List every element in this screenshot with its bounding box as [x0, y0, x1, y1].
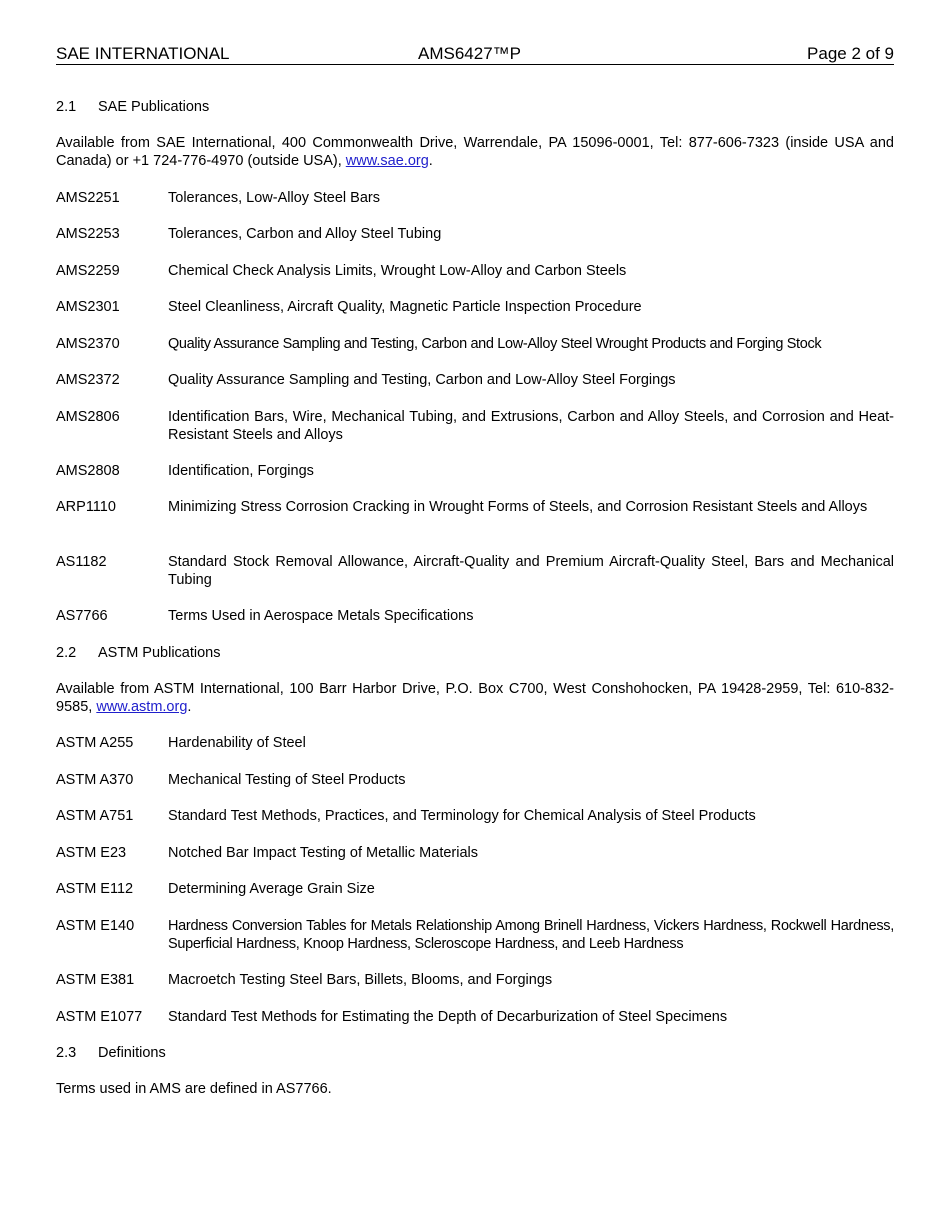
- reference-title: Tolerances, Carbon and Alloy Steel Tubing: [168, 226, 442, 242]
- reference-title: Standard Stock Removal Allowance, Aircraft-Quality and Premium Aircraft-Quality Steel, Bars and Mechanical Tubing: [168, 554, 894, 588]
- reference-title: Identification, Forgings: [168, 463, 314, 479]
- section-number: 2.3: [56, 1045, 77, 1061]
- section-heading-sae: [56, 98, 894, 116]
- reference-item: [56, 298, 894, 316]
- reference-title: Quality Assurance Sampling and Testing, Carbon and Low-Alloy Steel Forgings: [168, 372, 676, 388]
- reference-title: Chemical Check Analysis Limits, Wrought Low-Alloy and Carbon Steels: [168, 263, 627, 279]
- reference-code: ASTM E140: [56, 918, 135, 934]
- section-number: 2.2: [56, 645, 77, 661]
- header-document-number: AMS6427™P: [418, 44, 521, 63]
- astm-availability-text: Available from ASTM International, 100 Barr Harbor Drive, P.O. Box C700, West Conshohocken, PA 19428-2959, Tel: 610-832-9585,: [56, 681, 894, 715]
- reference-item: [56, 262, 894, 280]
- reference-title: Tolerances, Low-Alloy Steel Bars: [168, 190, 380, 206]
- reference-code: AMS2808: [56, 463, 120, 479]
- reference-title: Minimizing Stress Corrosion Cracking in Wrought Forms of Steels, and Corrosion Resistant Steels and Alloys: [168, 499, 868, 515]
- reference-title: Steel Cleanliness, Aircraft Quality, Magnetic Particle Inspection Procedure: [168, 299, 642, 315]
- reference-item: [56, 917, 894, 953]
- reference-item: [56, 371, 894, 389]
- reference-code: AMS2372: [56, 372, 120, 388]
- reference-code: AMS2806: [56, 409, 120, 425]
- reference-title: Hardness Conversion Tables for Metals Relationship Among Brinell Hardness, Vickers Hardness, Rockwell Hardness, Superficial Hardness, Knoop Hardness, Scleroscope Hardness, and Leeb Hardness: [168, 918, 894, 952]
- reference-item: [56, 408, 894, 444]
- page-header: [56, 44, 894, 65]
- reference-code: AMS2251: [56, 190, 120, 206]
- astm-availability-end: .: [187, 699, 192, 715]
- reference-code: AS7766: [56, 608, 108, 624]
- sae-website-link[interactable]: www.sae.org: [345, 153, 429, 169]
- reference-code: ASTM A751: [56, 808, 134, 824]
- reference-title: Determining Average Grain Size: [168, 881, 375, 897]
- astm-availability-paragraph: [56, 680, 894, 716]
- reference-item: [56, 498, 894, 516]
- reference-code: ASTM E381: [56, 972, 135, 988]
- reference-item: [56, 607, 894, 625]
- definitions-paragraph: Terms used in AMS are defined in AS7766.: [56, 1081, 332, 1097]
- reference-title: Identification Bars, Wire, Mechanical Tubing, and Extrusions, Carbon and Alloy Steels, and Corrosion and Heat-Resistant Steels and Alloys: [168, 409, 894, 443]
- reference-title: Quality Assurance Sampling and Testing, Carbon and Low-Alloy Steel Wrought Products and Forging Stock: [168, 336, 822, 352]
- reference-code: ASTM E112: [56, 881, 134, 897]
- reference-code: ARP1110: [56, 499, 116, 515]
- reference-item: [56, 807, 894, 825]
- reference-item: [56, 189, 894, 207]
- reference-code: ASTM E1077: [56, 1009, 143, 1025]
- reference-item: [56, 734, 894, 752]
- reference-title: Notched Bar Impact Testing of Metallic Materials: [168, 845, 479, 861]
- reference-item: [56, 1008, 894, 1026]
- section-title: Definitions: [98, 1045, 166, 1061]
- reference-item: [56, 335, 894, 353]
- section-title: SAE Publications: [98, 99, 210, 115]
- reference-item: [56, 553, 894, 589]
- astm-website-link[interactable]: www.astm.org: [96, 699, 188, 715]
- reference-title: Macroetch Testing Steel Bars, Billets, Blooms, and Forgings: [168, 972, 553, 988]
- reference-item: [56, 971, 894, 989]
- reference-item: [56, 771, 894, 789]
- reference-item: [56, 880, 894, 898]
- reference-code: AMS2259: [56, 263, 120, 279]
- reference-code: AS1182: [56, 554, 107, 570]
- reference-title: Hardenability of Steel: [168, 735, 306, 751]
- reference-code: ASTM E23: [56, 845, 127, 861]
- reference-item: [56, 462, 894, 480]
- reference-code: AMS2301: [56, 299, 120, 315]
- reference-code: ASTM A255: [56, 735, 134, 751]
- header-organization: SAE INTERNATIONAL: [56, 44, 230, 63]
- sae-availability-paragraph: [56, 134, 894, 170]
- sae-availability-text: Available from SAE International, 400 Commonwealth Drive, Warrendale, PA 15096-0001, Tel: 877-606-7323 (inside USA and Canada) or +1 724-776-4970 (outside USA),: [56, 135, 894, 169]
- sae-availability-end: .: [428, 153, 433, 169]
- reference-title: Mechanical Testing of Steel Products: [168, 772, 406, 788]
- section-title: ASTM Publications: [98, 645, 221, 661]
- header-page-number: Page 2 of 9: [807, 44, 894, 63]
- section-number: 2.1: [56, 99, 77, 115]
- reference-item: [56, 225, 894, 243]
- reference-title: Terms Used in Aerospace Metals Specifications: [168, 608, 474, 624]
- reference-code: ASTM A370: [56, 772, 134, 788]
- reference-code: AMS2370: [56, 336, 120, 352]
- reference-title: Standard Test Methods for Estimating the Depth of Decarburization of Steel Specimens: [168, 1009, 728, 1025]
- reference-item: [56, 844, 894, 862]
- section-heading-astm: [56, 644, 894, 662]
- reference-title: Standard Test Methods, Practices, and Terminology for Chemical Analysis of Steel Products: [168, 808, 756, 824]
- reference-code: AMS2253: [56, 226, 120, 242]
- section-heading-definitions: [56, 1044, 894, 1062]
